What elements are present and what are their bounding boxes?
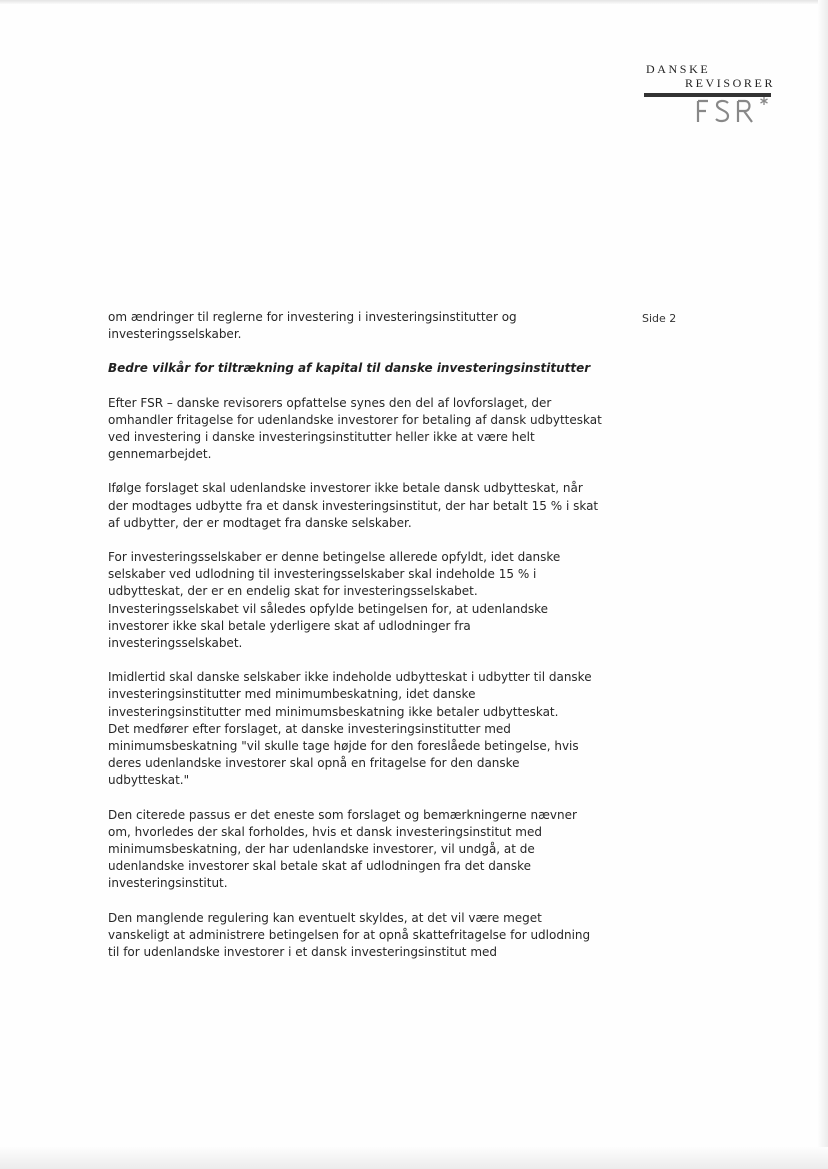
page-number: Side 2 <box>642 312 677 325</box>
text-line: om, hvorledes der skal forholdes, hvis et dansk investeringsinstitut med <box>108 824 542 839</box>
text-line: omhandler fritagelse for udenlandske investorer for betaling af dansk udbytteskat <box>108 412 602 427</box>
text-line: selskaber ved udlodning til investeringsselskaber skal indeholde 15 % i <box>108 567 537 582</box>
text-line: deres udenlandske investorer skal opnå en fritagelse for den danske <box>108 756 520 771</box>
logo-text-revisorer: REVISORER <box>685 76 776 90</box>
text-line: Det medfører efter forslaget, at danske investeringsinstitutter med <box>108 721 511 736</box>
document-body <box>108 309 613 961</box>
paragraph <box>108 395 613 464</box>
text-line: Ifølge forslaget skal udenlandske investorer ikke betale dansk udbytteskat, når <box>108 481 583 496</box>
scan-edge-bottom <box>0 1147 828 1169</box>
text-line: ved investering i danske investeringsinstitutter heller ikke at være helt <box>108 430 535 445</box>
text-line: Investeringsselskabet vil således opfylde betingelsen for, at udenlandske <box>108 601 549 616</box>
text-line: minimumsbeskatning, der har udenlandske investorer, vil undgå, at de <box>108 842 535 857</box>
text-line: der modtages udbytte fra et dansk investeringsinstitut, der har betalt 15 % i skat <box>108 498 599 513</box>
text-line: Den manglende regulering kan eventuelt skyldes, at det vil være meget <box>108 910 542 925</box>
text-line: af udbytter, der er modtaget fra danske selskaber. <box>108 515 412 530</box>
intro-line: investeringsselskaber. <box>108 327 242 342</box>
text-line: gennemarbejdet. <box>108 447 212 462</box>
text-line: vanskeligt at administrere betingelsen for at opnå skattefritagelse for udlodning <box>108 927 591 942</box>
text-line: til for udenlandske investorer i et dansk investeringsinstitut med <box>108 945 498 960</box>
scan-edge-top <box>0 0 828 4</box>
text-line: investorer ikke skal betale yderligere skat af udlodninger fra <box>108 618 471 633</box>
fsr-mark-icon <box>688 92 774 126</box>
text-line: investeringsselskabet. <box>108 636 243 651</box>
text-line: investeringsinstitut. <box>108 876 228 891</box>
paragraph <box>108 669 613 789</box>
logo-text-danske: DANSKE <box>646 62 711 76</box>
text-line: investeringsinstitutter med minimumbeskatning, idet danske <box>108 687 476 702</box>
text-line: investeringsinstitutter med minimumsbeskatning ikke betaler udbytteskat. <box>108 704 559 719</box>
paragraph <box>108 549 613 652</box>
paragraph <box>108 910 613 962</box>
paragraph <box>108 807 613 893</box>
text-line: For investeringsselskaber er denne betingelse allerede opfyldt, idet danske <box>108 550 561 565</box>
paragraph <box>108 480 613 532</box>
text-line: Den citerede passus er det eneste som forslaget og bemærkningerne nævner <box>108 807 577 822</box>
text-line: Efter FSR – danske revisorers opfattelse synes den del af lovforslaget, der <box>108 395 552 410</box>
scan-edge-right <box>818 0 828 1169</box>
text-line: udbytteskat." <box>108 773 190 788</box>
text-line: udbytteskat, der er en endelig skat for investeringsselskabet. <box>108 584 478 599</box>
text-line: minimumsbeskatning "vil skulle tage højde for den foreslåede betingelse, hvis <box>108 739 579 754</box>
intro-paragraph <box>108 309 613 343</box>
section-heading: Bedre vilkår for tiltrækning af kapital til danske investeringsinstitutter <box>108 361 591 376</box>
intro-line: om ændringer til reglerne for investering i investeringsinstitutter og <box>108 310 517 324</box>
fsr-logo <box>640 62 776 126</box>
text-line: Imidlertid skal danske selskaber ikke indeholde udbytteskat i udbytter til danske <box>108 670 592 685</box>
text-line: udenlandske investorer skal betale skat af udlodningen fra det danske <box>108 859 532 874</box>
